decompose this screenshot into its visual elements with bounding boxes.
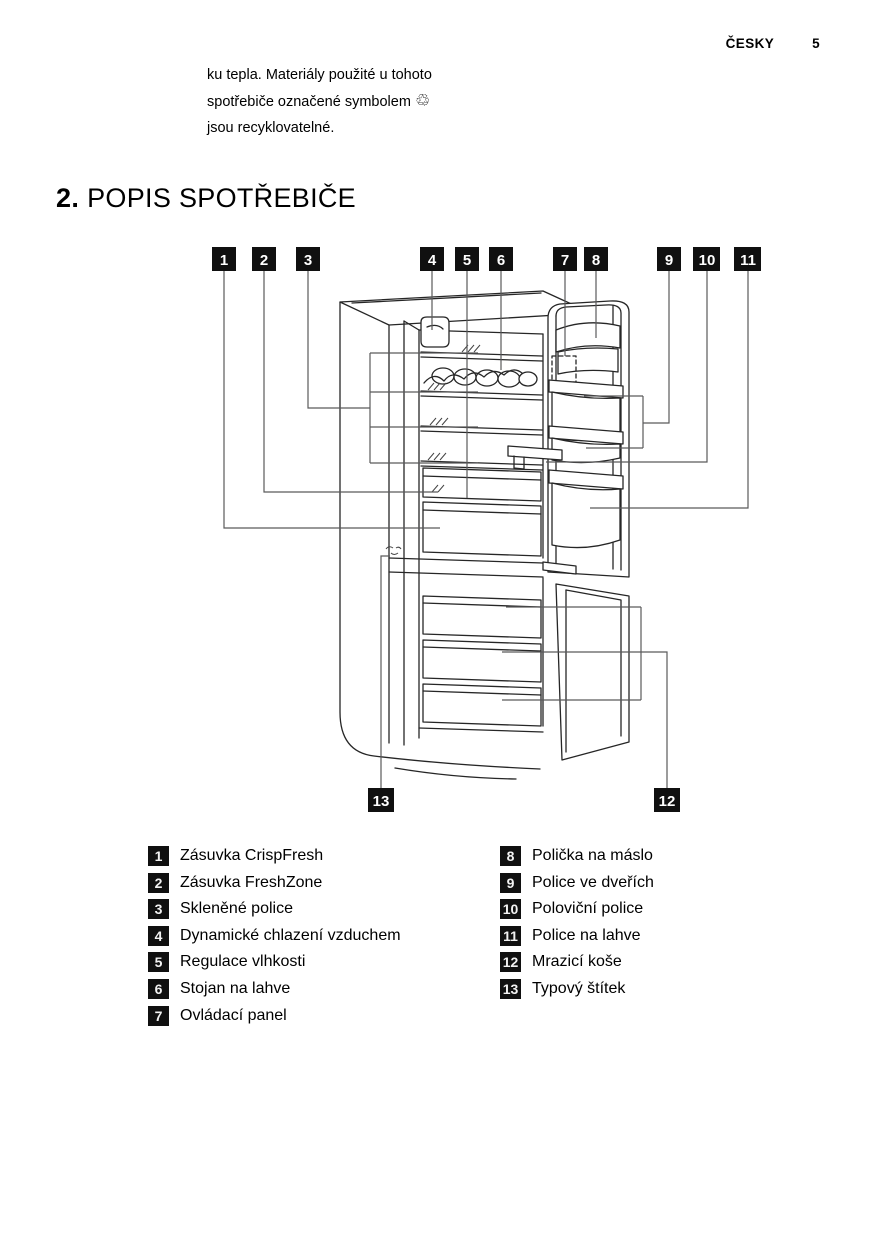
- legend-label-6: Stojan na lahve: [180, 979, 291, 997]
- legend-num-5: 5: [148, 952, 169, 972]
- legend-num-7: 7: [148, 1006, 169, 1026]
- leader-3: [308, 271, 478, 463]
- legend-num-13: 13: [500, 979, 521, 999]
- legend-label-9: Police ve dveřích: [532, 873, 654, 891]
- legend-right-column: [500, 846, 654, 1006]
- svg-text:3: 3: [303, 252, 313, 269]
- legend-item-1: [148, 846, 401, 866]
- crispfresh-drawer: [423, 502, 541, 556]
- header-page-number: 5: [812, 36, 820, 51]
- svg-text:1: 1: [219, 252, 229, 269]
- legend-item-2: [148, 873, 401, 893]
- rating-plate: [386, 547, 401, 555]
- freezer-basket-3: [423, 684, 541, 726]
- freezer-door: [543, 562, 629, 760]
- callout-10: [693, 247, 720, 271]
- legend-item-13: [500, 979, 654, 999]
- callout-2: [252, 247, 276, 271]
- svg-text:9: 9: [664, 252, 674, 269]
- freezer-basket-2: [423, 640, 541, 682]
- legend-label-10: Poloviční police: [532, 900, 644, 918]
- legend-num-10: 10: [500, 899, 521, 919]
- freshzone-drawer: [423, 468, 541, 501]
- svg-text:8: 8: [591, 252, 601, 269]
- leader-1: [224, 271, 440, 528]
- legend-num-11: 11: [500, 926, 521, 946]
- callout-3: [296, 247, 320, 271]
- legend-label-7: Ovládací panel: [180, 1006, 287, 1024]
- legend-num-4: 4: [148, 926, 169, 946]
- svg-text:13: 13: [372, 793, 390, 810]
- callout-7: [553, 247, 577, 271]
- legend-num-9: 9: [500, 873, 521, 893]
- legend-label-8: Polička na máslo: [532, 847, 653, 864]
- intro-paragraph: ku tepla. Materiály použité u tohoto spotřebiče označené symbolem ♲ jsou recyklovatelné.: [207, 67, 432, 136]
- legend-num-1: 1: [148, 846, 169, 866]
- svg-text:5: 5: [462, 252, 472, 269]
- callout-11: [734, 247, 761, 271]
- fridge-interior: [386, 345, 543, 732]
- callout-6: [489, 247, 513, 271]
- section-title: POPIS SPOTŘEBIČE: [87, 183, 356, 213]
- legend-left-column: [148, 846, 401, 1032]
- freezer-basket-1: [423, 596, 541, 638]
- legend-item-11: [500, 926, 654, 946]
- svg-text:4: 4: [427, 252, 437, 269]
- svg-text:10: 10: [698, 252, 716, 269]
- callout-5: [455, 247, 479, 271]
- svg-text:6: 6: [496, 252, 506, 269]
- callout-4: [420, 247, 444, 271]
- section-number: 2.: [56, 183, 80, 213]
- fridge-door: [508, 301, 629, 577]
- header-language: ČESKY: [725, 36, 774, 51]
- legend-num-8: 8: [500, 846, 521, 866]
- legend-label-13: Typový štítek: [532, 979, 626, 997]
- callout-1: [212, 247, 236, 271]
- air-duct: [421, 317, 449, 347]
- legend-item-12: [500, 952, 654, 972]
- legend-label-11: Police na lahve: [532, 926, 641, 944]
- legend-num-12: 12: [500, 952, 521, 972]
- bottle-rack: [424, 368, 537, 387]
- callout-13: [368, 788, 394, 812]
- legend-num-3: 3: [148, 899, 169, 919]
- recycle-icon: ♲: [414, 91, 431, 111]
- leader-2: [264, 271, 438, 492]
- legend-item-9: [500, 873, 654, 893]
- svg-text:12: 12: [658, 793, 676, 810]
- legend-label-2: Zásuvka FreshZone: [180, 873, 323, 891]
- legend-item-5: [148, 952, 401, 972]
- legend-label-1: Zásuvka CrispFresh: [180, 847, 324, 864]
- legend-label-12: Mrazicí koše: [532, 953, 622, 971]
- svg-text:11: 11: [740, 252, 756, 269]
- legend-label-5: Regulace vlhkosti: [180, 953, 306, 971]
- callout-8: [584, 247, 608, 271]
- callout-9: [657, 247, 681, 271]
- svg-text:7: 7: [560, 252, 570, 269]
- legend-item-4: [148, 926, 401, 946]
- compartment-divider: [389, 558, 543, 577]
- legend-label-4: Dynamické chlazení vzduchem: [180, 926, 401, 944]
- callout-12: [654, 788, 680, 812]
- legend-num-6: 6: [148, 979, 169, 999]
- legend-item-7: [148, 1006, 401, 1026]
- bottle-shelf: [549, 470, 623, 548]
- legend-num-2: 2: [148, 873, 169, 893]
- legend-item-6: [148, 979, 401, 999]
- legend-label-3: Skleněné police: [180, 900, 293, 918]
- svg-text:2: 2: [259, 252, 269, 269]
- legend-item-8: [500, 846, 654, 866]
- legend-item-3: [148, 899, 401, 919]
- legend-item-10: [500, 899, 654, 919]
